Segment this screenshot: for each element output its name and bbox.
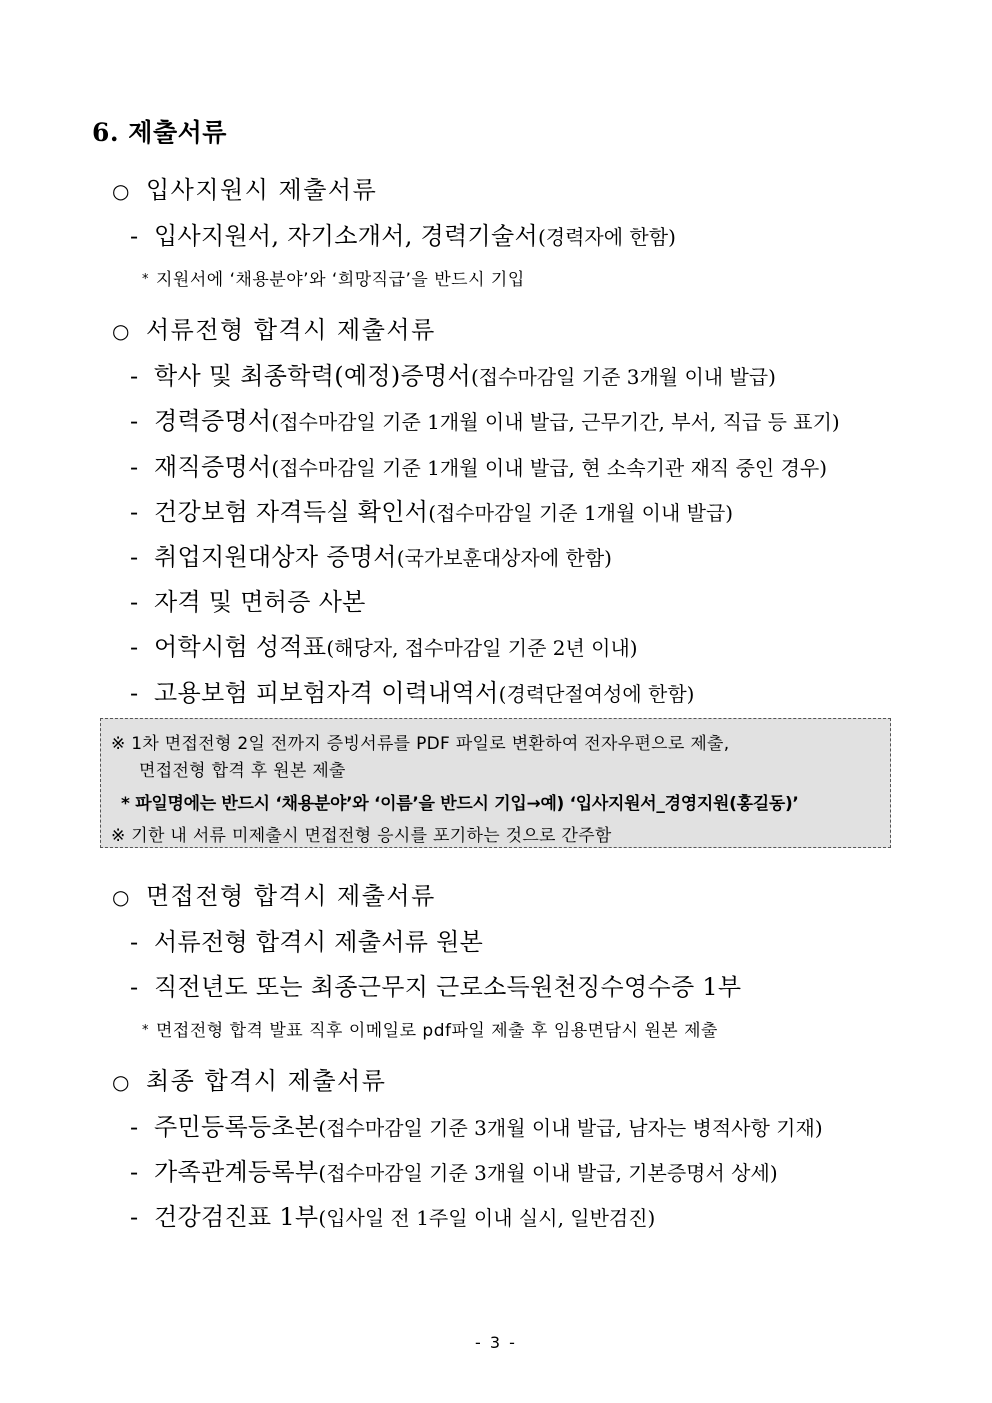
circle-bullet-icon: ○ [112,1070,131,1094]
list-item: - 건강검진표 1부(입사일 전 1주일 이내 실시, 일반검진) [130,1203,656,1231]
notice-line: 면접전형 합격 후 원본 제출 [139,761,346,781]
list-item: - 취업지원대상자 증명서(국가보훈대상자에 한함) [130,543,612,571]
group1-title: ○ 입사지원시 제출서류 [112,176,378,204]
group3-note: * 면접전형 합격 발표 직후 이메일로 pdf파일 제출 후 임용면담시 원본 제출 [142,1021,718,1041]
asterisk-icon: * [142,272,149,287]
circle-bullet-icon: ○ [112,885,131,909]
list-item: - 재직증명서(접수마감일 기준 1개월 이내 발급, 현 소속기관 재직 중인 경우) [130,453,828,481]
list-item: - 직전년도 또는 최종근무지 근로소득원천징수영수증 1부 [130,973,742,1001]
list-item: - 건강보험 자격득실 확인서(접수마감일 기준 1개월 이내 발급) [130,498,734,526]
group3-title: ○ 면접전형 합격시 제출서류 [112,882,436,910]
notice-line: ※ 기한 내 서류 미제출시 면접전형 응시를 포기하는 것으로 간주함 [111,826,612,846]
list-item: - 서류전형 합격시 제출서류 원본 [130,928,484,956]
list-item: - 입사지원서, 자기소개서, 경력기술서(경력자에 한함) [130,222,676,250]
group2-title: ○ 서류전형 합격시 제출서류 [112,316,436,344]
list-item: - 자격 및 면허증 사본 [130,588,366,616]
group4-title: ○ 최종 합격시 제출서류 [112,1067,387,1095]
list-item: - 경력증명서(접수마감일 기준 1개월 이내 발급, 근무기간, 부서, 직급 등 표기) [130,407,840,435]
list-item: - 주민등록등초본(접수마감일 기준 3개월 이내 발급, 남자는 병적사항 기재) [130,1113,823,1141]
circle-bullet-icon: ○ [112,319,131,343]
notice-filename-rule: * 파일명에는 반드시 ‘채용분야’와 ‘이름’을 반드시 기입→예) ‘입사지원서_경영지원(홍길동)’ [121,794,799,814]
circle-bullet-icon: ○ [112,179,131,203]
section-title: 6. 제출서류 [92,118,227,147]
group1-note: * 지원서에 ‘채용분야’와 ‘희망직급’을 반드시 기입 [142,270,525,290]
asterisk-icon: * [142,1023,149,1038]
page-number: - 3 - [475,1333,517,1352]
notice-box [100,718,891,848]
list-item: - 어학시험 성적표(해당자, 접수마감일 기준 2년 이내) [130,633,638,661]
list-item: - 가족관계등록부(접수마감일 기준 3개월 이내 발급, 기본증명서 상세) [130,1158,778,1186]
notice-line: ※ 1차 면접전형 2일 전까지 증빙서류를 PDF 파일로 변환하여 전자우편으로 제출, [111,734,730,754]
list-item: - 고용보험 피보험자격 이력내역서(경력단절여성에 한함) [130,679,695,707]
list-item: - 학사 및 최종학력(예정)증명서(접수마감일 기준 3개월 이내 발급) [130,362,776,390]
